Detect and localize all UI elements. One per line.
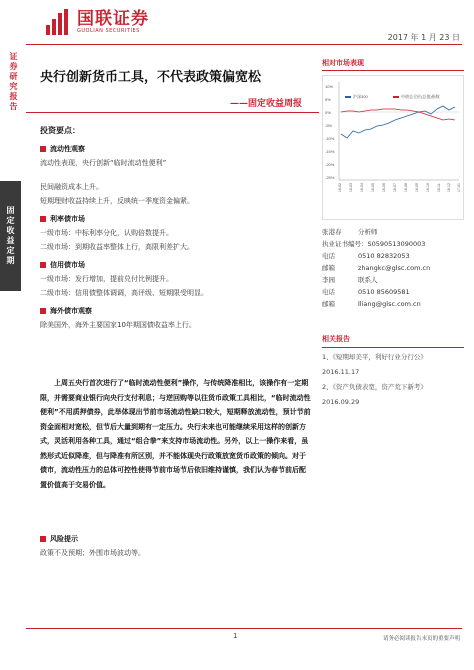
report-title: 央行创新货币工具，不代表政策偏宽松 (40, 70, 262, 85)
report-date: 2017 年 1 月 23 日 (387, 33, 460, 42)
chart-svg (323, 76, 463, 219)
logo-cn: 国联证券 (77, 9, 149, 29)
title-divider (26, 112, 319, 113)
section-heading: 利率债市场 (40, 212, 310, 226)
x-tick: 16-03 (349, 183, 353, 192)
risk-heading: 风险提示 (40, 532, 310, 546)
footer-divider (26, 628, 462, 629)
analyst-phone: 0510 82832053 (358, 252, 410, 260)
analyst-info (322, 226, 464, 310)
y-tick: -15% (325, 149, 335, 154)
related-report-title[interactable]: 2、《资产负债表宽，资产荒下新考》 (322, 383, 427, 391)
y-tick: 0% (325, 110, 331, 115)
x-tick: 16-12 (447, 183, 451, 192)
bullet-square-icon (40, 308, 46, 314)
x-tick: 16-06 (382, 183, 386, 192)
sidebar-dark-label: 固定收益定期 (6, 206, 15, 266)
related-report-title[interactable]: 1、《短期却美平，利好行业分行公》 (322, 353, 427, 361)
section-line: 二级市场：信用债整体调调，高评级、短期限受明显。 (40, 289, 208, 297)
y-tick: -5% (325, 123, 333, 128)
page-number: 1 (233, 632, 238, 640)
x-tick: 16-02 (338, 183, 342, 192)
analyst-email[interactable]: zhangkc@glsc.com.cn (358, 264, 431, 272)
phone-label: 电话 (322, 252, 335, 260)
section-line: 一级市场：中标利率分化，认购倍数提升。 (40, 229, 173, 237)
x-tick: 16-07 (393, 183, 397, 192)
x-tick: 16-09 (415, 183, 419, 192)
company-logo (46, 8, 149, 36)
logo-bars-icon (46, 9, 72, 35)
x-tick: 16-11 (437, 183, 441, 192)
investment-points (40, 120, 310, 332)
relative-performance-chart (322, 75, 464, 220)
analyst-role: 分析师 (358, 228, 378, 236)
sidebar-top-label: 证券研究报告 (9, 52, 18, 112)
section-line: 一级市场：发行增加，提前兑付比例提升。 (40, 275, 173, 283)
section-heading: 信用债市场 (40, 258, 310, 272)
points-heading: 投资要点： (40, 126, 80, 135)
related-report-date: 2016.11.17 (322, 368, 360, 376)
contact-role: 联系人 (358, 276, 378, 284)
bullet-square-icon (40, 262, 46, 268)
section-line: 二级市场：到期收益率整体上行，高限利差扩大。 (40, 243, 194, 251)
x-tick: 16-10 (426, 183, 430, 192)
cert-number: S0590513090003 (367, 240, 426, 248)
email-label: 邮箱 (322, 264, 335, 272)
logo-en: GUOLIAN SECURITIES (77, 28, 140, 34)
legend-series-2: 中债总全价(总值)指数 (401, 94, 440, 99)
header-divider (26, 44, 462, 45)
related-heading: 相关报告 (322, 334, 464, 348)
analyst-name: 张港春 (322, 228, 342, 236)
phone-label: 电话 (322, 288, 335, 296)
risk-section (40, 528, 310, 560)
contact-phone: 0510 85609581 (358, 288, 410, 296)
y-tick: -25% (325, 175, 335, 180)
y-tick: 5% (325, 97, 331, 102)
sidebar-report-type (8, 52, 21, 180)
x-tick: 16-04 (360, 183, 364, 192)
risk-text: 政策不及预期；外围市场波动等。 (40, 549, 145, 557)
x-tick: 17-01 (457, 183, 461, 192)
section-heading: 流动性观察 (40, 142, 310, 156)
legend-series-1: 沪深300 (353, 94, 368, 99)
section-line: 流动性表现，央行创新“临时流动性便利” (40, 159, 167, 167)
section-line: 除美国外，海外主要国家10年期国债收益率上行。 (40, 321, 196, 329)
section-line: 民间融资成本上升。 (40, 183, 103, 191)
report-subtitle: ——固定收益周报 (230, 99, 303, 109)
sidebar-category (0, 181, 21, 291)
cert-label: 执业证书编号： (322, 240, 368, 248)
email-label: 邮箱 (322, 300, 335, 308)
contact-email[interactable]: lliang@glsc.com.cn (358, 300, 421, 308)
main-paragraph: 上周五央行首次进行了“临时流动性便利”操作，与传统降准相比，该操作有一定期限，并需要商业银行向央行支付利息；与逆回购等以往货币政策工具相比，“临时流动性便利”不用质押债券，此举体现出节前市场流动性缺口较大，短期释放流动性，预计节前资金面相对宽松，但节后大量到期有一定压力。央行未来也可能继续采用这样的创新方式，灵活利用各种工具，通过“组合拳”来支持市场流动性。另外，以上一操作来看，虽然形式近似降准，但与降准有所区别，并不能体现央行政策放宽货币政策的倾向。对于债市，流动性压力的总体可控性使得节前市场节后依旧维持谨慎，我们认为春节前后配置价值高于交易价值。 (40, 379, 311, 489)
x-tick: 16-08 (404, 183, 408, 192)
y-tick: -10% (325, 136, 335, 141)
section-line: 短期理财收益持续上升，反映统一季度资金偏紧。 (40, 197, 194, 205)
bullet-square-icon (40, 536, 46, 542)
related-report-date: 2016.09.29 (322, 398, 360, 406)
y-tick: -20% (325, 162, 335, 167)
related-reports (322, 334, 464, 408)
bullet-square-icon (40, 146, 46, 152)
y-tick: 10% (325, 84, 334, 89)
sidebar-right (322, 58, 464, 408)
chart-heading: 相对市场表现 (322, 58, 464, 71)
footer-disclaimer: 请务必阅读报告末页的重要声明 (382, 636, 460, 642)
section-heading: 海外债市观察 (40, 304, 310, 318)
contact-name: 李园 (322, 276, 335, 284)
bullet-square-icon (40, 216, 46, 222)
x-tick: 16-05 (371, 183, 375, 192)
